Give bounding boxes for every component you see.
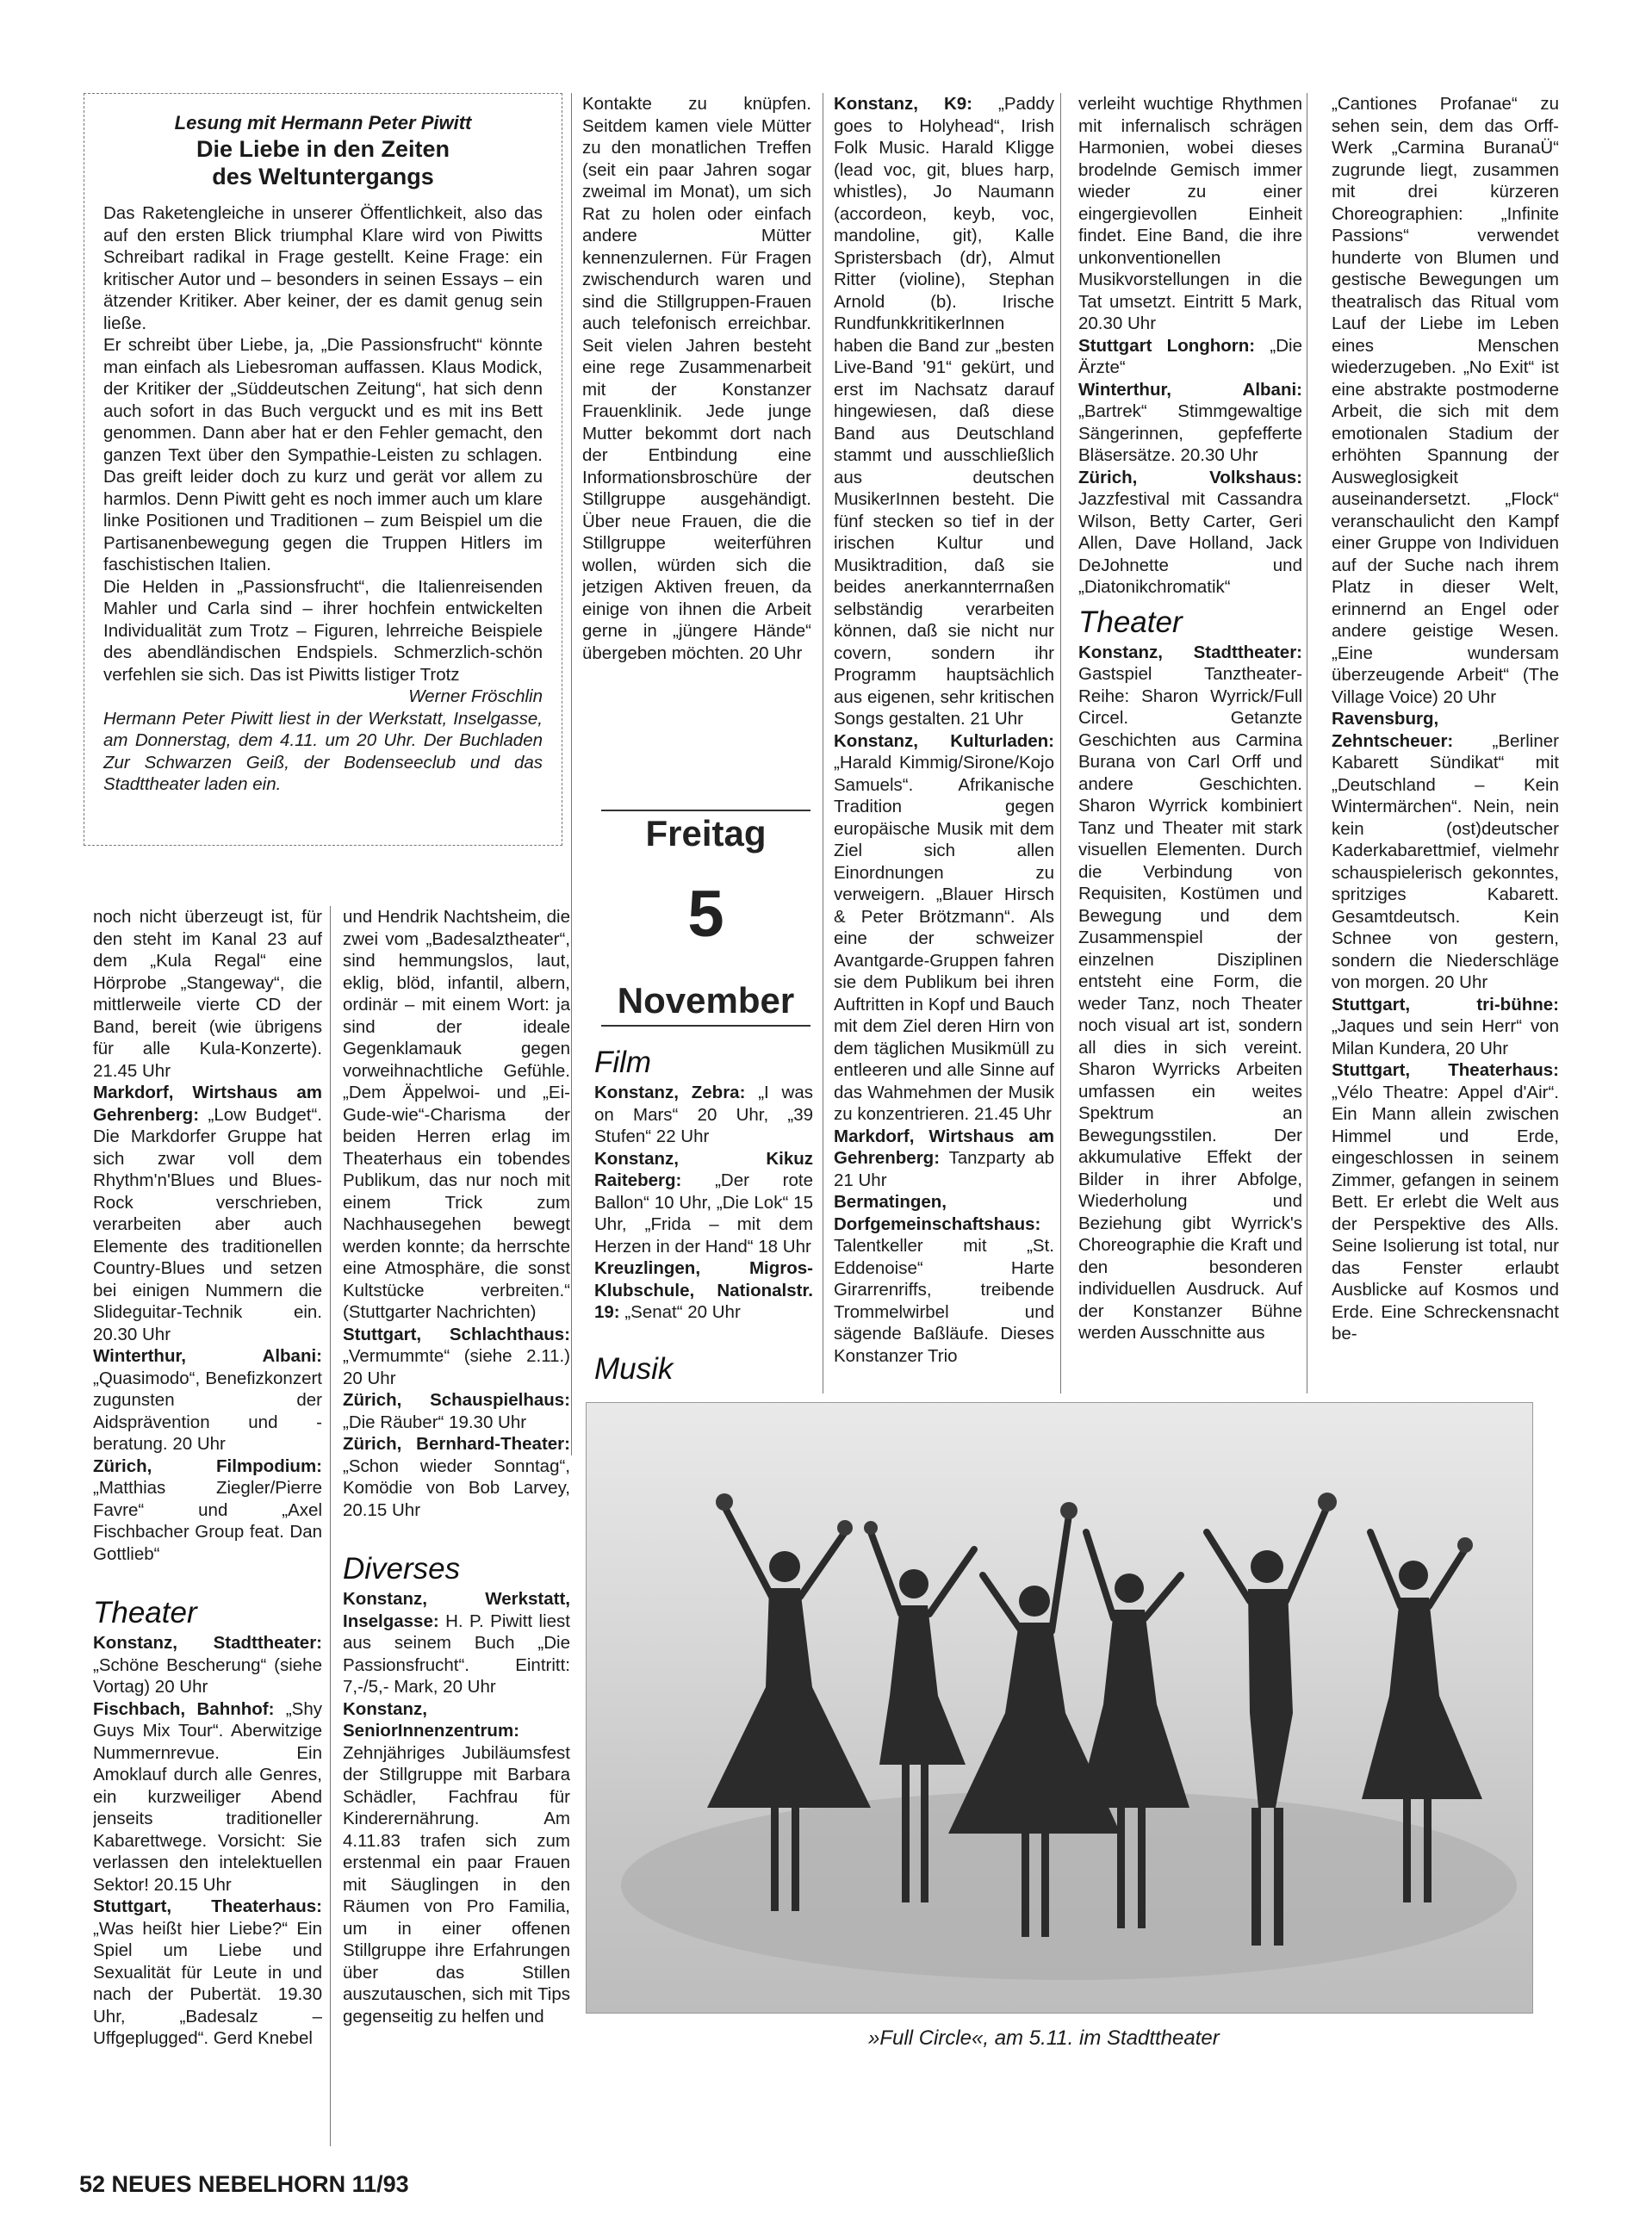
listing: Fischbach, Bahnhof: „Shy Guys Mix Tour“. Aberwitzige Nummernrevue. Ein Amoklauf durch alle Genres, ein kurzweiliger Abend jenseits traditioneller Kabarettwege. Vorsicht: Sie verlassen den intelektuellen Sektor! 20.15 Uhr: [93, 1698, 322, 1895]
music-listings: [834, 93, 1054, 1385]
listing: Zürich, Bernhard-Theater: „Schon wieder Sonntag“, Komödie von Bob Larvey, 20.15 Uhr: [343, 1434, 570, 1520]
listing: Zürich, Schauspielhaus: „Die Räuber“ 19.30 Uhr: [343, 1390, 570, 1432]
listing: Winterthur, Albani: „Bartrek“ Stimmgewaltige Sängerinnen, gepfefferte Bläsersätze. 20.30 Uhr: [1078, 379, 1302, 465]
column-rule: [571, 93, 572, 1455]
listing: Konstanz, Kulturladen: „Harald Kimmig/Sirone/Kojo Samuels“. Afrikanische Tradition gegen europäische Musik mit dem Ziel sich allen Einordnungen zu verweigern. „Blauer Hirsch & Peter Brötzmann“. Als eine der schweizer Avantgarde-Gruppen fahren sie dem Publikum bei ihren Auftritten in Kopf und Bauch mit dem Ziel deren Hirn von dem täglichen Musikmüll zu entleeren und alle Sinne auf das Wahmehmen der Musik zu konzentrieren. 21.45 Uhr: [834, 730, 1054, 1124]
box-signature: Werner Fröschlin: [408, 686, 543, 706]
dancers-illustration: [587, 1403, 1532, 2013]
listing: Stuttgart, Theaterhaus: „Was heißt hier Liebe?“ Ein Spiel um Liebe und Sexualität für Leute in und nach der Pubertät. 19.30 Uhr, „Badesalz – Uffgeplugged“. Gerd Knebel: [93, 1896, 322, 2048]
listing: Winterthur, Albani: „Quasimodo“, Benefizkonzert zugunsten der Aidsprävention und -beratung. 20 Uhr: [93, 1346, 322, 1454]
section-heading-musik: Musik: [594, 1352, 674, 1386]
date-weekday: Freitag: [645, 813, 767, 853]
box-paragraph: Das Raketengleiche in unserer Öffentlichkeit, also das auf den ersten Blick triumphal Klare wird von Piwitts Schreibart radikal in Frage gestellt. Keine Frage: ein kritischer Autor und – besonders in seinen Essays – ein ätzender Kritiker. Aber keiner, der es damit genug sein ließe.: [103, 203, 543, 333]
column-rule: [1060, 93, 1061, 1393]
music-theater-listings: verleiht wuchtige Rhythmen mit infernalisch schrägen Harmonien, wobei dieses brodelnde Gemisch immer wieder zu einer eingergievollen Einheit findet. Eine Band, die ihre unkonventionellen Musikvorstellungen in die Tat umsetzt. Eintritt 5 Mark, 20.30 Uhr Stuttgart Longhorn: „Die Ärzte“ Winterthur, Albani: „Bartrek“ Stimmgewaltige Sängerinnen, gepfefferte Bläsersätze. 20.30 Uhr Zürich, Volkshaus: Jazzfestival mit Cassandra Wilson, Betty Carter, Geri Allen, Dave Holland, Jack DeJohnette und „Diatonikchromatik“ Theater Konstanz, Stadttheater: Gastspiel Tanztheater-Reihe: Sharon Wyrrick/Full Circel. Getanzte Geschichten aus Carmina Burana von Carl Orff und andere Geschichten. Sharon Wyrrick kombiniert Tanz und Theater mit stark visuellen Elementen. Durch die Verbindung von Requisiten, Kostümen und Bewegung und dem Zusammenspiel der einzelnen Disziplinen entsteht eine Form, die weder Tanz, noch Theater noch visual art ist, sondern all dies in sich vereint. Sharon Wyrricks Arbeiten umfassen ein weites Spektrum an Bewegungsstilen. Der akkumulative Effekt der Bilder in ihrer Abfolge, Wiederholung und Beziehung gibt Wyrrick's Choreographie die Kraft und den besonderen individuellen Ausdruck. Auf der Konstanzer Bühne werden Ausschnitte aus: [1078, 94, 1302, 1343]
listing: Markdorf, Wirtshaus am Gehrenberg: Tanzparty ab 21 Uhr: [834, 1126, 1054, 1190]
listing: Ravensburg, Zehntscheuer: „Berliner Kabarett Sündikat“ mit „Deutschland – Kein Wintermärchen“. Nein, nein kein (ost)deutscher Kaderkabarettmief, vielmehr schauspielerisch gekonntes, spritziges Kabarett. Gesamtdeutsch. Kein Schnee von gestern, sondern die Niederschläge von morgen. 20 Uhr: [1332, 709, 1559, 992]
box-kicker: Lesung mit Hermann Peter Piwitt: [174, 112, 472, 133]
date-day: 5: [687, 878, 724, 951]
photo-caption: »Full Circle«, am 5.11. im Stadttheater: [868, 2026, 1220, 2050]
dance-photo: [586, 1402, 1533, 2014]
lower-left-listings: noch nicht überzeugt ist, für den steht im Kanal 23 auf dem „Kula Regal“ eine Hörprobe „Stangeway“, die mittlerweile vierte CD der Band, bereit (wie übrigens für alle Kula-Konzerte). 21.45 Uhr Markdorf, Wirtshaus am Gehrenberg: „Low Budget“. Die Markdorfer Gruppe hat sich zwar voll dem Rhythm'n'Blues und Blues-Rock verschrieben, verarbeiten aber auch Elemente des traditionellen Country-Blues und setzen bei einigen Nummern die Slideguitar-Technik ein. 20.30 Uhr Winterthur, Albani: „Quasimodo“, Benefizkonzert zugunsten der Aidsprävention und -beratung. 20 Uhr Zürich, Filmpodium: „Matthias Ziegler/Pierre Favre“ und „Axel Fischbacher Group feat. Dan Gottlieb“ Theater Konstanz, Stadttheater: „Schöne Bescherung“ (siehe Vortag) 20 Uhr Fischbach, Bahnhof: „Shy Guys Mix Tour“. Aberwitzige Nummernrevue. Ein Amoklauf durch alle Genres, ein kurzweiliger Abend jenseits traditioneller Kabarettwege. Vorsicht: Sie verlassen den intelektuellen Sektor! 20.15 Uhr Stuttgart, Theaterhaus: „Was heißt hier Liebe?“ Ein Spiel um Liebe und Sexualität für Leute in und nach der Pubertät. 19.30 Uhr, „Badesalz – Uffgeplugged“. Gerd Knebel: [93, 907, 322, 2048]
listing: Konstanz, Zebra: „I was on Mars“ 20 Uhr, „39 Stufen“ 22 Uhr: [594, 1083, 813, 1146]
lower-middle-listings: und Hendrik Nachtsheim, die zwei vom „Badesalztheater“, sind hemmungslos, laut, eklig, blöd, infantil, albern, ordinär – mit einem Wort: ja sind der ideale Gegenklamauk gegen vorweihnachtliche Gefühle. „Dem Äppelwoi- und „Ei-Gude-wie“-Charisma der beiden Herren erlag im Theaterhaus ein tobendes Publikum, das nur noch mit einem Trick zum Nachhausegehen bewegt werden konnte; da herrschte eine Atmosphäre, die sonst Kultstücke verbreiten.“ (Stuttgarter Nachrichten) Stuttgart, Schlachthaus: „Vermummte“ (siehe 2.11.) 20 Uhr Zürich, Schauspielhaus: „Die Räuber“ 19.30 Uhr Zürich, Bernhard-Theater: „Schon wieder Sonntag“, Komödie von Bob Larvey, 20.15 Uhr Diverses Konstanz, Werkstatt, Inselgasse: H. P. Piwitt liest aus seinem Buch „Die Passionsfrucht“. Eintritt: 7,-/5,- Mark, 20 Uhr Konstanz, SeniorInnenzentrum: Zehnjähriges Jubiläumsfest der Stillgruppe mit Barbara Schädler, Fachfrau für Kinderernährung. Am 4.11.83 trafen sich zum erstenmal ein paar Frauen mit Säuglingen in den Räumen von Pro Familia, um in einer offenen Stillgruppe ihre Erfahrungen über das Stillen auszutauschen, sich mit Tips gegenseitig zu helfen und: [343, 907, 570, 2026]
box-paragraph: Die Helden in „Passionsfrucht“, die Italienreisenden Mahler und Carla sind – ihrer hochfein entwickelten Individualität zum Trotz – Figuren, lehrreiche Beispiele des abendländischen Endspiels. Schmerzlich-schön verfehlen sie sich. Das ist Piwitts listiger Trotz: [103, 576, 543, 685]
film-section: [594, 1039, 813, 1328]
section-heading-diverses: Diverses: [343, 1552, 461, 1586]
listing: Zürich, Volkshaus: Jazzfestival mit Cassandra Wilson, Betty Carter, Geri Allen, Dave Holland, Jack DeJohnette und „Diatonikchromatik“: [1078, 467, 1302, 597]
column-rule: [330, 906, 331, 2146]
reading-box: [84, 93, 562, 846]
date-rule: [601, 1025, 810, 1027]
listing: Konstanz, SeniorInnenzentrum: Zehnjähriges Jubiläumsfest der Stillgruppe mit Barbara Schädler, Fachfrau für Kinderernährung. Am 4.11.83 trafen sich zum erstenmal ein paar Frauen mit Säuglingen in den Räumen von Pro Familia, um in einer offenen Stillgruppe ihre Erfahrungen über das Stillen auszutauschen, sich mit Tips gegenseitig zu helfen und: [343, 1698, 570, 2026]
listing: Stuttgart, Schlachthaus: „Vermummte“ (siehe 2.11.) 20 Uhr: [343, 1324, 570, 1388]
listing: Stuttgart, tri-bühne: „Jaques und sein Herr“ von Milan Kundera, 20 Uhr: [1332, 994, 1559, 1058]
listing: Konstanz, Stadttheater: „Schöne Bescherung“ (siehe Vortag) 20 Uhr: [93, 1633, 322, 1697]
listing: Konstanz, K9: „Paddy goes to Holyhead“, Irish Folk Music. Harald Kligge (lead voc, git, blues harp, whistles), Jo Naumann (accordeon, keyb, voc, mandoline, git), Kalle Spristersbach (dr), Almut Ritter (violine), Stephan Arnold (b). Irische Rundfunkkritikerlnnen haben die Band zur „besten Live-Band '91“ gekürt, und erst im Nachsatz darauf hingewiesen, daß diese Band aus Deutschland stammt und ausschließlich aus deutschen MusikerInnen besteht. Die fünf stecken so tief in der irischen Kultur und Musiktradition, daß sie beides anerkannterrnaßen selbständig verarbeiten können, daß sie nicht nur covern, sondern ihr Programm hauptsächlich aus eigenen, sehr kritischen Songs gestalten. 21 Uhr: [834, 94, 1054, 729]
date-month: November: [617, 980, 795, 1021]
section-heading-theater: Theater: [1078, 605, 1183, 639]
stillgruppe-continued: Kontakte zu knüpfen. Seitdem kamen viele Mütter zu den monatlichen Treffen (seit ein paar Jahren sogar zweimal im Monat), um sich Rat zu holen oder einfach andere Mütter kennenzulernen. Für Fragen zwischendurch waren und sind die Stillgruppen-Frauen auch telefonisch erreichbar. Seit vielen Jahren besteht eine rege Zusammenarbeit mit der Konstanzer Frauenklinik. Jede junge Mutter bekommt dort nach der Entbindung eine Informationsbroschüre der Stillgruppe ausgehändigt. Über neue Frauen, die die Stillgruppe weiterführen wollen, würden sich die jetzigen Aktiven freuen, da einige von ihnen die Arbeit gerne in „jüngere Hände“ übergeben möchten. 20 Uhr: [582, 94, 811, 663]
section-heading-theater: Theater: [93, 1596, 197, 1629]
box-title: Die Liebe in den Zeiten des Weltuntergangs: [196, 136, 450, 189]
listing: Konstanz, Werkstatt, Inselgasse: H. P. Piwitt liest aus seinem Buch „Die Passionsfrucht“. Eintritt: 7,-/5,- Mark, 20 Uhr: [343, 1589, 570, 1697]
theater-listings: „Cantiones Profanae“ zu sehen sein, dem das Orff-Werk „Carmina BuranaÜ“ zugrunde liegt, zusammen mit drei kürzeren Choreographien: „Infinite Passions“ verwendet hunderte von Blumen und gestische Bewegungen um theatralisch das Ritual vom Lauf der Liebe im Leben eines Menschen wiederzugeben. „No Exit“ ist eine abstrakte postmoderne Arbeit, die sich mit dem emotionalen Stadium der erhöhten Spannung der Ausweglosigkeit auseinandersetzt. „Flock“ veranschaulicht den Kampf einer Gruppe von Individuen auf der Suche nach ihrem Platz in dieser Welt, erinnernd an Engel oder andere geistige Wesen. „Eine wundersam überzeugende Arbeit“ (The Village Voice) 20 Uhr Ravensburg, Zehntscheuer: „Berliner Kabarett Sündikat“ mit „Deutschland – Kein Wintermärchen“. Nein, nein kein (ost)deutscher Kaderkabarettmief, vielmehr schauspielerisch gekonntes, spritziges Kabarett. Gesamtdeutsch. Kein Schnee von gestern, sondern die Niederschläge von morgen. 20 Uhr Stuttgart, tri-bühne: „Jaques und sein Herr“ von Milan Kundera, 20 Uhr Stuttgart, Theaterhaus: „Vélo Theatre: Appel d'Air“. Ein Mann allein zwischen Himmel und Erde, eingeschlossen in seinem Zimmer, gefangen in seinem Bett. Er erlebt die Welt aus der Perspektive des Alls. Seine Isolierung ist total, nur das Fenster erlaubt Ausblicke auf Kosmos und Erde. Eine Schreckensnacht be-: [1332, 94, 1559, 1344]
listing: Markdorf, Wirtshaus am Gehrenberg: „Low Budget“. Die Markdorfer Gruppe hat sich zwar voll dem Rhythm'n'Blues und Blues-Rock verschrieben, verarbeiten aber auch Elemente des traditionellen Country-Blues und setzen bei einigen Nummern die Slideguitar-Technik ein. 20.30 Uhr: [93, 1083, 322, 1344]
box-info: Hermann Peter Piwitt liest in der Werkstatt, Inselgasse, am Donnerstag, dem 4.11. um 20 Uhr. Der Buchladen Zur Schwarzen Geiß, der Bodenseeclub und das Stadttheater laden ein.: [103, 708, 543, 794]
listing: Konstanz, Stadttheater: Gastspiel Tanztheater-Reihe: Sharon Wyrrick/Full Circel. Getanzte Geschichten aus Carmina Burana von Carl Orff und andere Geschichten. Sharon Wyrrick kombiniert Tanz und Theater mit stark visuellen Elementen. Durch die Verbindung von Requisiten, Kostümen und Bewegung und dem Zusammenspiel der einzelnen Disziplinen entsteht eine Form, die weder Tanz, noch Theater noch visual art ist, sondern all dies in sich vereint. Sharon Wyrricks Arbeiten umfassen ein weites Spektrum an Bewegungsstilen. Der akkumulative Effekt der Bilder in ihrer Abfolge, Wiederholung und Beziehung gibt Wyrrick's Choreographie die Kraft und den besonderen individuellen Ausdruck. Auf der Konstanzer Bühne werden Ausschnitte aus: [1078, 642, 1302, 1343]
page-footer: 52 NEUES NEBELHORN 11/93: [79, 2171, 409, 2197]
listing: Stuttgart, Theaterhaus: „Vélo Theatre: Appel d'Air“. Ein Mann allein zwischen Himmel und Erde, eingeschlossen in seinem Zimmer, gefangen in seinem Bett. Er erlebt die Welt aus der Perspektive des Alls. Seine Isolierung ist total, nur das Fenster erlaubt Ausblicke auf Kosmos und Erde. Eine Schreckensnacht be-: [1332, 1060, 1559, 1344]
listing: Zürich, Filmpodium: „Matthias Ziegler/Pierre Favre“ und „Axel Fischbacher Group feat. Dan Gottlieb“: [93, 1455, 322, 1564]
listing: Stuttgart Longhorn: „Die Ärzte“: [1078, 335, 1302, 377]
section-heading-film: Film: [594, 1046, 652, 1079]
listing: Kreuzlingen, Migros-Klubschule, Nationalstr. 19: „Senat“ 20 Uhr: [594, 1258, 813, 1322]
listing: Konstanz, Kikuz Raiteberg: „Der rote Ballon“ 10 Uhr, „Die Lok“ 15 Uhr, „Frida – mit dem Herzen in der Hand“ 18 Uhr: [594, 1148, 813, 1257]
box-paragraph: Er schreibt über Liebe, ja, „Die Passionsfrucht“ könnte man einfach als Liebesroman auffassen. Klaus Modick, der Kritiker der „Süddeutschen Zeitung“, hat sich denn auch sofort in das Buch verguckt und es mit ins Bett genommen. Dann aber hat er den Fehler gemacht, den ganzen Text über den Sympathie-Leisten zu schlagen. Das greift leider doch zu kurz und gerät vor allem zu harmlos. Denn Piwitt geht es noch immer auch um klare linke Positionen und Traditionen – zum Beispiel um die Partisanenbewegung gegen die Truppen Hitlers im faschistischen Italien.: [103, 335, 543, 574]
listing: Bermatingen, Dorfgemeinschaftshaus: Talentkeller mit „St. Eddenoise“ Harte Girarrenriffs, treibende Trommelwirbel und sägende Baßläufe. Dieses Konstanzer Trio: [834, 1192, 1054, 1366]
